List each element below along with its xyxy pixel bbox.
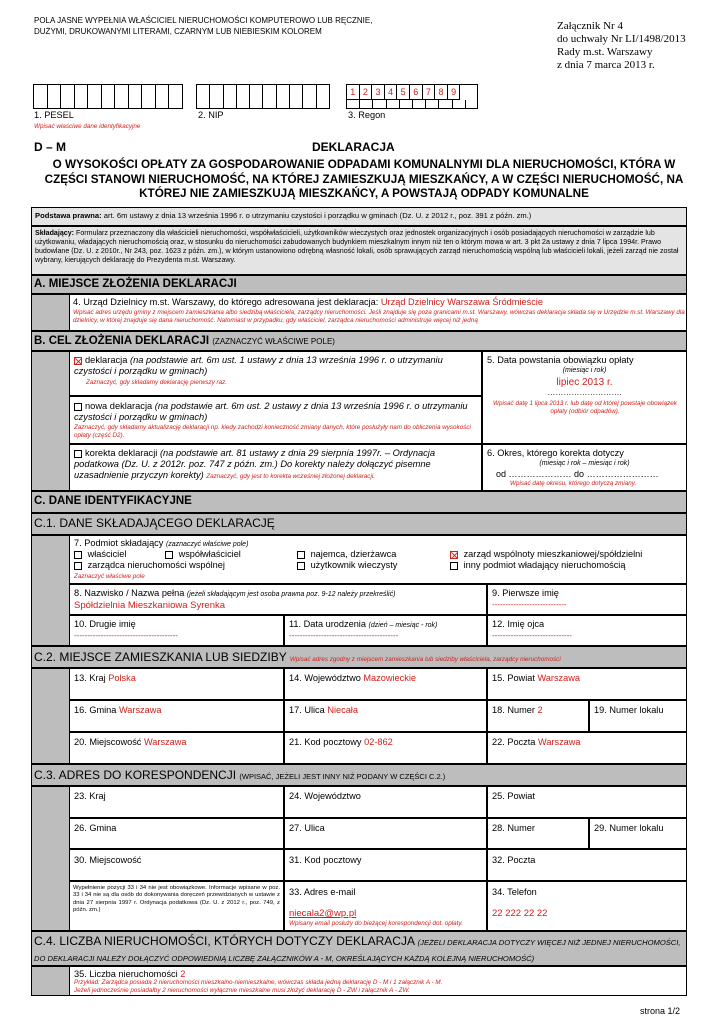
regon-digit[interactable]: 9 (448, 85, 461, 100)
checkbox-housing-association[interactable] (450, 551, 458, 559)
checkbox-correction[interactable] (74, 450, 82, 458)
field-4-value: Urząd Dzielnicy Warszawa Śródmieście (380, 297, 543, 307)
field-30-label: 30. Miejscowość (74, 855, 142, 865)
checkbox-perpetual-user[interactable] (297, 562, 305, 570)
field-8-label (74, 588, 395, 598)
field-11-label (289, 619, 437, 629)
subject-option (165, 549, 241, 559)
field-17-value: Niecała (327, 705, 358, 715)
field-20-value: Warszawa (143, 737, 187, 747)
field-23-label: 23. Kraj (74, 791, 106, 801)
digit-cell[interactable] (48, 85, 62, 108)
optional-contact-note-text: Wypełnienie pozycji 33 i 34 nie jest obowiązkowe. Informacje wpisane w poz. 33 i 34 nie są dla osób do dokonywania doręczeń przewidzianych w ustawie z dnia 27 sierpnia 1997 r. Ordynacja podatkowa (Dz. U. z 2012 r., poz. 749, z późn. zm.) (73, 885, 280, 913)
subject-opt-label: zarząd wspólnoty mieszkaniowej/spółdzielni (463, 549, 643, 559)
digit-cell[interactable] (156, 85, 170, 108)
regon-digit[interactable]: 3 (372, 85, 385, 100)
regon-label: 3. Regon (348, 110, 386, 120)
field-15-label: 15. Powiat (492, 673, 535, 683)
field-20 (74, 737, 187, 748)
fill-instruction: POLA JASNE WYPEŁNIA WŁAŚCICIEL NIERUCHOMOŚCI KOMPUTEROWO LUB RĘCZNIE, DUŻYMI, DRUKOWANYMI LITERAMI, CZARNYM LUB NIEBIESKIM KOLOREM (34, 16, 373, 36)
section-c2-title-text: C.2. MIEJSCE ZAMIESZKANIA LUB SIEDZIBY (34, 650, 287, 664)
checkbox-new-declaration[interactable] (74, 403, 82, 411)
subject-option (297, 560, 397, 570)
field-6-hint: (miesiąc i rok – miesiąc i rok) (539, 460, 630, 467)
purpose-option-3 (74, 448, 478, 481)
field-28-label: 28. Numer (492, 823, 535, 833)
annex-line: Rady m.st. Warszawy (557, 46, 653, 58)
field-27-label: 27. Ulica (289, 823, 325, 833)
annex-line: Załącznik Nr 4 (557, 20, 623, 32)
field-19-label: 19. Numer lokalu (594, 705, 664, 715)
regon-extra-cell[interactable] (453, 100, 466, 108)
pesel-note: Wpisać właściwe dane identyfikacyjne (34, 123, 141, 130)
regon-extra-cell[interactable] (347, 100, 360, 108)
regon-field[interactable] (346, 84, 478, 109)
field-12-value: ------------------------------ (492, 631, 572, 640)
digit-cell[interactable] (115, 85, 129, 108)
field-5-dots: ………………………. (547, 388, 622, 397)
legal-basis-text: art. 6m ustawy z dnia 13 września 1996 r. o utrzymaniu czystości i porządku w gminach (Dz. U. z 2012 r., poz. 391 z późn. zm.) (103, 211, 532, 220)
field-21-label: 21. Kod pocztowy (289, 737, 362, 747)
field-8-hint: (jeżeli składającym jest osoba prawna poz. 9-12 należy przekreślić) (186, 591, 396, 598)
section-c-title: C. DANE IDENTYFIKACYJNE (34, 495, 192, 507)
digit-cell[interactable] (264, 85, 277, 108)
checkbox-declaration[interactable] (74, 357, 82, 365)
digit-cell[interactable] (224, 85, 237, 108)
field-34-label: 34. Telefon (492, 887, 537, 897)
field-18 (492, 705, 543, 716)
section-c3-hint: (WPISAĆ, JEŻELI JEST INNY NIŻ PODANY W CZĘŚCI C.2.) (239, 772, 446, 781)
nip-label: 2. NIP (198, 110, 224, 120)
digit-cell[interactable] (102, 85, 116, 108)
subject-opt-label: zarządca nieruchomości wspólnej (87, 560, 225, 570)
field-11-value: ----------------------------------------- (289, 631, 399, 640)
digit-cell[interactable] (88, 85, 102, 108)
opt3-text: (na podstawie art. 81 ustawy z dnia 29 sierpnia 1997r. – Ordynacja podatkowa (Dz. U. z 2012r. poz. 747 z późn. zm.) Do korekty należy dołączyć pisemne uzasadnienie przyczyn korekty) (74, 448, 436, 480)
field-35-value: 2 (180, 969, 186, 979)
field-6-note: Wpisać datę okresu, którego dotyczą zmiany. (510, 480, 637, 487)
section-b-hint: (ZAZNACZYĆ WŁAŚCIWE POLE) (212, 337, 335, 346)
pesel-label: 1. PESEL (34, 110, 74, 120)
field-33-label: 33. Adres e-mail (289, 887, 356, 897)
field-4-note: Wpisać adres urzędu gminy z miejscem zamieszkania albo siedzibą właściciela, zarządcy nieruchomości. Jeśli znajduje się poza granicami m.st. Warszawy, wówczas deklaracja składa się w Urzędzie m.st. Warszawy dla dzielnicy, w której znajduje się dana nieruchomość. Natomiast w przypadku, gdy właściciel, zarządca nieruchomości administruje więcej niż jedną (73, 309, 685, 324)
digit-cell[interactable] (250, 85, 263, 108)
filer-label: Składający: (35, 229, 75, 237)
subject-option (450, 549, 642, 559)
field-16 (74, 705, 162, 716)
annex-line: z dnia 7 marca 2013 r. (557, 59, 655, 71)
pesel-field[interactable] (33, 84, 183, 109)
regon-digit[interactable]: 8 (435, 85, 448, 100)
purpose-option-2 (74, 401, 478, 423)
field-4-label (73, 297, 683, 308)
regon-extra-cell[interactable] (413, 100, 426, 108)
field-26-label: 26. Gmina (74, 823, 117, 833)
field-5-note: Wpisać datę 1 lipca 2013 r. lub datę od której powstaje obowiązek opłaty (odbiór odpadów). (493, 400, 677, 415)
field-11-hint: (dzień – miesiąc - rok) (368, 622, 438, 629)
digit-cell[interactable] (142, 85, 156, 108)
digit-cell[interactable] (75, 85, 89, 108)
subject-option (74, 549, 126, 559)
legal-basis-box (31, 207, 687, 226)
section-c2-title (34, 650, 561, 664)
digit-cell[interactable] (290, 85, 303, 108)
field-17 (289, 705, 358, 716)
field-35-note: Jeżeli jednocześnie posiadałby 2 nieruchomości wyłącznie mieszkalne musi złożyć deklarację D - ZW i załącznik A - ZW. (74, 987, 410, 994)
regon-extra-cell[interactable] (360, 100, 373, 108)
digit-cell[interactable] (303, 85, 316, 108)
subject-opt-label: użytkownik wieczysty (310, 560, 398, 570)
subject-option (450, 560, 625, 570)
field-34-value: 22 222 22 22 (492, 908, 548, 919)
section-c1-title: C.1. DANE SKŁADAJĄCEGO DEKLARACJĘ (34, 516, 275, 530)
regon-extra-cell[interactable] (373, 100, 386, 108)
section-b-title (34, 335, 335, 347)
field-22-label: 22. Poczta (492, 737, 536, 747)
field-15 (492, 673, 580, 684)
field-20-label: 20. Miejscowość (74, 737, 142, 747)
opt2-note: Zaznaczyć, gdy składamy aktualizację deklaracji np. kiedy zachodzi konieczność zmiany danych, które posłużyły nam do obliczenia wysokości opłaty (część D2). (74, 424, 471, 439)
annex-line: do uchwały Nr LI/1498/2013 (557, 33, 686, 45)
digit-cell[interactable] (277, 85, 290, 108)
digit-cell[interactable] (210, 85, 223, 108)
field-22-value: Warszawa (537, 737, 581, 747)
opt1-text: (na podstawie art. 6m ust. 1 ustawy z dnia 13 września 1996 r. o utrzymaniu czystości i porządku w gminach) (74, 355, 443, 376)
digit-cell[interactable] (169, 85, 183, 108)
form-subtitle: O WYSOKOŚCI OPŁATY ZA GOSPODAROWANIE ODPADAMI KOMUNALNYMI DLA NIERUCHOMOŚCI, KTÓRA W CZĘŚCI STANOWI NIERUCHOMOŚĆ, NA KTÓREJ ZAMIESZKUJĄ MIESZKAŃCY, A W CZĘŚCI NIERUCHOMOŚĆ, NA KTÓREJ NIE ZAMIESZKUJĄ MIESZKAŃCY, A POWSTAJĄ ODPADY KOMUNALNE (44, 158, 684, 200)
regon-digit[interactable]: 6 (410, 85, 423, 100)
regon-digit[interactable]: 1 (347, 85, 360, 100)
regon-digit[interactable]: 5 (397, 85, 410, 100)
field-5-hint: (miesiąc i rok) (562, 367, 607, 374)
subject-opt-label: właściciel (87, 549, 127, 559)
field-25-label: 25. Powiat (492, 791, 535, 801)
field-5-label: 5. Data powstania obowiązku opłaty (487, 355, 634, 365)
section-c4-hint: (JEŻELI DEKLARACJA DOTYCZY WIĘCEJ NIŻ JEDNEJ NIERUCHOMOŚCI, DO DEKLARACJI NALEŻY DOŁĄCZYĆ ODPOWIEDNIĄ LICZBĘ ZAŁĄCZNIKÓW A - M, OKREŚLAJĄCYCH KAŻDĄ KOLEJNĄ NIERUCHOMOŚĆ) (34, 938, 681, 963)
field-11-label-text: 11. Data urodzenia (289, 619, 366, 629)
opt2-text: (na podstawie art. 6m ust. 2 ustawy z dnia 13 września 1996 r. o utrzymaniu czystości i porządku w gminach) (74, 401, 468, 422)
regon-extra-cell[interactable] (426, 100, 439, 108)
subject-option (74, 560, 225, 570)
opt3-name: korekta deklaracji (85, 448, 158, 458)
field-10-value: --------------------------------------- (74, 631, 178, 640)
section-c4-title (34, 934, 684, 966)
regon-extra-cell[interactable] (439, 100, 452, 108)
field-13-label: 13. Kraj (74, 673, 106, 683)
legal-basis-label: Podstawa prawna: (35, 211, 102, 220)
checkbox-owner[interactable] (74, 551, 82, 559)
purpose-option-1 (74, 355, 478, 377)
field-15-value: Warszawa (537, 673, 581, 683)
field-33-note: Wpisany email posłuży do bieżącej korespondencji dot. opłaty. (289, 920, 463, 927)
section-c3-title (34, 768, 445, 782)
field-7-note: Zaznaczyć właściwe pole (74, 573, 145, 580)
field-13 (74, 673, 136, 684)
subject-opt-label: inny podmiot władający nieruchomością (463, 560, 626, 570)
field-9-label: 9. Pierwsze imię (492, 588, 559, 598)
form-title: DEKLARACJA (312, 140, 395, 154)
annex-info (557, 20, 686, 72)
form-code: D – M (34, 140, 67, 154)
field-31-label: 31. Kod pocztowy (289, 855, 362, 865)
opt1-note: Zaznaczyć, gdy składamy deklarację pierwszy raz. (86, 379, 228, 386)
field-14-value: Mazowieckie (363, 673, 416, 683)
field-14-label: 14. Województwo (289, 673, 361, 683)
digit-cell[interactable] (197, 85, 210, 108)
field-10-label: 10. Drugie imię (74, 619, 136, 629)
section-b-title-text: B. CEL ZŁOŻENIA DEKLARACJI (34, 335, 210, 347)
field-35-note: Przykład: Zarządca posiada 2 nieruchomości mieszkalno-niemieszkalne, wówczas składa jedną deklarację D - M i 1 załącznik A - M. (74, 979, 443, 986)
filer-text: Formularz przeznaczony dla właścicieli nieruchomości, współwłaścicieli, użytkowników wieczystych oraz jednostek organizacyjnych i osób posiadających nieruchomości w zarządzie lub użytkowaniu, władających nieruchomością oraz, w stosunku do nieruchomości zabudowanych budynkiem mieszkalnym innym niż ten o którym mowa w art. 3 pkt 2a ustawy z dnia 7 lipca 1994r. Prawo budowlane (Dz. U. z 2010r., Nr 243, poz. 1623 z późn. zm.), w którym ustanowiono odrębną własność lokali, osób sprawujących zarząd nieruchomością wspólną lub właścicieli lokali, jeżeli zarząd nie został wybrany, kierujących deklarację do Prezydenta m.st. Warszawy. (35, 229, 679, 264)
field-6-dots1: ………………… (508, 469, 572, 479)
field-21 (289, 737, 393, 748)
regon-extra-cell[interactable] (466, 100, 479, 108)
section-a-title: A. MIEJSCE ZŁOŻENIA DEKLARACJI (34, 278, 237, 290)
opt3-note: Zaznaczyć, gdy jest to korekta wcześniej złożonej deklaracji. (206, 473, 375, 480)
checkbox-other-entity[interactable] (450, 562, 458, 570)
field-24-label: 24. Województwo (289, 791, 361, 801)
field-32-label: 32. Poczta (492, 855, 536, 865)
field-6-label: 6. Okres, którego korekta dotyczy (487, 448, 624, 458)
field-18-value: 2 (537, 705, 543, 715)
field-12-label: 12. Imię ojca (492, 619, 545, 629)
section-c3-title-text: C.3. ADRES DO KORESPONDENCJI (34, 768, 237, 782)
filer-box (31, 226, 687, 275)
field-8-label-text: 8. Nazwisko / Nazwa pełna (74, 588, 185, 598)
regon-digit[interactable]: 4 (385, 85, 398, 100)
field-16-label: 16. Gmina (74, 705, 117, 715)
field-35-label: 35. Liczba nieruchomości (74, 969, 178, 979)
regon-digit[interactable]: 7 (423, 85, 436, 100)
subject-option (297, 549, 396, 559)
digit-cell[interactable] (317, 85, 330, 108)
field-7-label-text: 7. Podmiot składający (74, 538, 164, 548)
opt2-name: nowa deklaracja (85, 401, 153, 411)
regon-extra-cell[interactable] (400, 100, 413, 108)
field-6-dots2: …………………… (586, 469, 659, 479)
regon-extra-cell[interactable] (387, 100, 400, 108)
subject-opt-label: najemca, dzierżawca (310, 549, 397, 559)
checkbox-tenant[interactable] (297, 551, 305, 559)
digit-cell[interactable] (61, 85, 75, 108)
opt1-name: deklaracja (85, 355, 128, 365)
digit-cell[interactable] (34, 85, 48, 108)
field-22 (492, 737, 581, 748)
field-9-value: ---------------------------- (492, 600, 567, 609)
field-6-range (496, 469, 659, 479)
nip-field[interactable] (196, 84, 330, 109)
field-7-hint: (zaznaczyć właściwe pole) (165, 541, 249, 548)
field-16-value: Warszawa (118, 705, 162, 715)
field-6-from: od (496, 469, 507, 479)
page-number: strona 1/2 (640, 1006, 681, 1016)
field-14 (289, 673, 416, 684)
field-18-label: 18. Numer (492, 705, 535, 715)
field-5-value: lipiec 2013 r. (556, 377, 613, 388)
section-c2-note: Wpisać adres zgodny z miejscem zamieszkania lub siedziby właściciela, zarządcy nieruchomości (289, 656, 561, 663)
checkbox-co-owner[interactable] (165, 551, 173, 559)
field-13-value: Polska (108, 673, 136, 683)
field-17-label: 17. Ulica (289, 705, 325, 715)
digit-cell[interactable] (129, 85, 143, 108)
field-7-label (74, 538, 248, 548)
field-21-value: 02-862 (364, 737, 393, 747)
field-8-value: Spółdzielnia Mieszkaniowa Syrenka (74, 600, 226, 611)
field-6-to: do (574, 469, 585, 479)
section-c4-title-text: C.4. LICZBA NIERUCHOMOŚCI, KTÓRYCH DOTYCZY DEKLARACJA (34, 934, 415, 948)
regon-digit[interactable]: 2 (360, 85, 373, 100)
field-4-label-text: 4. Urząd Dzielnicy m.st. Warszawy, do którego adresowana jest deklaracja: (73, 297, 379, 307)
checkbox-common-manager[interactable] (74, 562, 82, 570)
digit-cell[interactable] (237, 85, 250, 108)
subject-opt-label: współwłaściciel (178, 549, 241, 559)
field-33-value: niecala2@wp.pl (289, 908, 357, 919)
field-29-label: 29. Numer lokalu (594, 823, 664, 833)
